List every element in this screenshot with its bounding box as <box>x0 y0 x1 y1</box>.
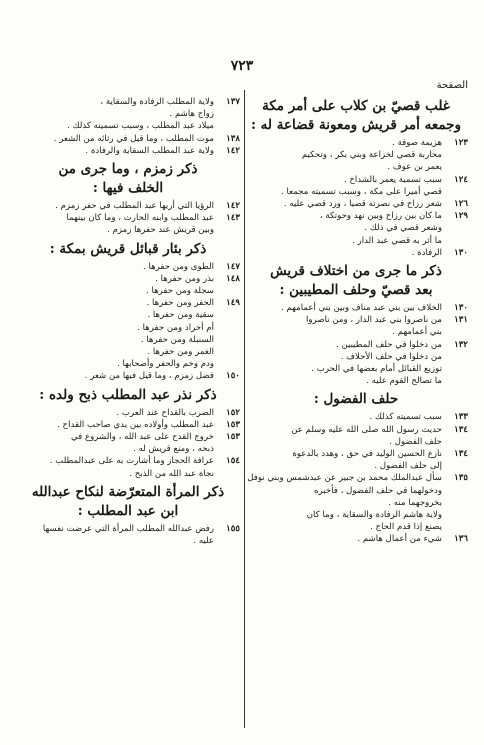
entry-text <box>244 247 442 259</box>
entry-line: ودخولهما في حلف الفضول ، فأخبره <box>313 485 442 496</box>
entry-line: ما كان بين رزاح وبين نهد وحوتكة ، <box>319 211 442 222</box>
index-entry <box>244 363 468 375</box>
entry-line: شيء من أعمال هاشم . <box>357 534 442 545</box>
entry-line: ولاية هاشم الرفادة والسقاية ، وما كان <box>306 510 442 521</box>
entry-text <box>244 363 442 375</box>
index-entry <box>244 411 468 423</box>
index-entry <box>244 424 468 448</box>
entry-line: بني أعمامهم . <box>392 327 442 338</box>
entry-text <box>244 235 442 247</box>
index-entry <box>244 375 468 387</box>
entry-line: سبب تسميته كذلك . <box>369 412 442 423</box>
index-entry <box>244 198 468 210</box>
entry-line: رفض عبدالله المطلب المرأة التي عرضت نفسها <box>42 523 214 534</box>
heading: ذكر المرأة المتعرّضة لنكاح عبدالله <box>31 483 225 500</box>
entry-text <box>16 431 214 455</box>
entry-text <box>244 314 442 338</box>
entry-line: سأل عبدالملك محمد بن جبير عن عبدشمس وبني نوفل <box>247 473 442 484</box>
page-ref: ١٤٢ <box>226 201 240 212</box>
entry-text <box>244 137 442 149</box>
index-entry <box>244 186 468 198</box>
entry-line: نجاة عبد الله من الذبح . <box>129 468 214 479</box>
entry-line: الضرب بالقداح عند العرب . <box>116 407 214 418</box>
page-ref: ١٣٥ <box>454 473 468 484</box>
entry-text <box>16 200 214 212</box>
entry-line: ولاية عبد المطلب السقاية والرفادة . <box>85 145 214 156</box>
page-ref: ١٥٠ <box>226 371 240 382</box>
entry-text <box>244 186 442 198</box>
entry-line: عرافة الحجاز وما أشارت به على عبدالمطلب . <box>49 456 214 467</box>
entry-text <box>16 407 214 419</box>
index-entry <box>16 273 240 285</box>
entry-text <box>244 375 442 387</box>
index-entry <box>16 145 240 157</box>
entry-line: حلف الفضول . <box>389 436 442 447</box>
entry-text <box>16 322 214 334</box>
entry-text <box>16 346 214 358</box>
index-entry <box>16 334 240 346</box>
index-entry <box>16 212 240 236</box>
entry-line: خروج القدح على عبد الله ، والشروع في <box>71 432 214 443</box>
index-entry <box>16 96 240 120</box>
entry-line: من دخلوا في حلف المطيبين . <box>335 339 442 350</box>
entry-text <box>244 472 442 509</box>
left-column <box>16 80 240 547</box>
entry-line: هزيمة صوفة . <box>392 138 442 148</box>
entry-text <box>244 509 442 533</box>
entry-list <box>16 407 240 480</box>
entry-line: عبد المطلب وابنه الحارث ، وما كان بينهما <box>66 213 214 224</box>
index-entry <box>244 302 468 314</box>
entry-text <box>16 309 214 321</box>
entry-text <box>16 455 214 467</box>
entry-line: ودم وخم والحفر وأصحابها . <box>117 359 214 370</box>
entry-text <box>244 533 442 545</box>
entry-line: ما أثر به قصي عبد الدار . <box>352 235 442 246</box>
index-entry <box>16 346 240 358</box>
heading: الخلف فيها : <box>92 180 164 197</box>
entry-text <box>16 96 214 120</box>
index-entry <box>244 351 468 363</box>
heading: ذكر زمزم ، وما جرى من <box>58 161 198 178</box>
entry-text <box>244 149 442 173</box>
page-ref: ١٢٩ <box>454 211 468 222</box>
page-ref: ١٣٦ <box>454 534 468 545</box>
entry-line: يصنع إذا قدم الحاج . <box>370 522 442 533</box>
entry-line: فضل زمزم ، وما قيل فيها من شعر . <box>84 371 214 382</box>
index-entry <box>16 419 240 431</box>
entry-text <box>16 120 214 132</box>
entry-line: بخروجهما منه . <box>388 497 442 508</box>
entry-text <box>244 424 442 448</box>
entry-line: موت المطلب ، وما قيل في رثائه من الشعر . <box>53 133 214 144</box>
right-column-header: الصفحة <box>436 80 468 91</box>
page-ref: ١٥٣ <box>226 419 240 430</box>
heading: بعد قصيّ وحلف المطيبين : <box>279 282 433 299</box>
index-entry <box>16 468 240 480</box>
page-ref: ١٥٢ <box>226 407 240 418</box>
index-entry <box>16 120 240 132</box>
entry-line: شعر رزاح في نصرته قصيا ، ورد قصي عليه . <box>283 199 442 210</box>
entry-text <box>16 133 214 145</box>
entry-list <box>244 137 468 259</box>
entry-line: يعمر بن عوف . <box>387 162 442 173</box>
page-ref: ١٣٤ <box>454 449 468 460</box>
page-ref: ١٢٦ <box>454 199 468 210</box>
entry-list <box>16 261 240 383</box>
index-entry <box>16 455 240 467</box>
page-ref: ١٣٣ <box>454 412 468 423</box>
index-entry <box>244 235 468 247</box>
entry-line: من ناصروا بني عبد الدار ، ومن ناصروا <box>306 315 442 326</box>
entry-line: الطوى ومن حفرها . <box>143 261 214 272</box>
index-entry <box>16 133 240 145</box>
entry-line: سقية ومن حفرها . <box>147 310 214 321</box>
index-entry <box>244 533 468 545</box>
entry-list <box>244 302 468 387</box>
heading: غلب قصيّ بن كلاب على أمر مكة <box>262 98 450 114</box>
index-entry <box>16 297 240 309</box>
entry-text <box>244 198 442 210</box>
entry-text <box>16 334 214 346</box>
entry-line: أم أحراد ومن حفرها . <box>137 322 214 333</box>
entry-text <box>16 419 214 431</box>
page-ref: ١٥٥ <box>226 523 240 534</box>
entry-line: وشعر قصي في ذلك . <box>364 223 442 234</box>
entry-line: الغمر ومن حفرها . <box>147 347 214 358</box>
heading: ذكر ما جرى من اختلاف قريش <box>270 263 442 280</box>
entry-text <box>16 145 214 157</box>
index-entry <box>244 448 468 472</box>
page-number: ٧٢٣ <box>230 58 254 74</box>
entry-line: وبين قريش عند حفرها زمزم . <box>107 225 214 236</box>
entry-line: حديث رسول الله صلى الله عليه وسلم عن <box>291 424 442 435</box>
entry-text <box>16 212 214 236</box>
index-entry <box>244 137 468 149</box>
entry-line: الحفر ومن حفرها . <box>146 298 214 309</box>
index-entry <box>16 200 240 212</box>
index-entry <box>244 314 468 338</box>
entry-line: إلى حلف الفضول . <box>374 461 442 472</box>
entry-list <box>16 523 240 547</box>
index-entry <box>244 210 468 234</box>
index-entry <box>16 261 240 273</box>
page-ref: ١٣٧ <box>226 97 240 107</box>
entry-line: عليه . <box>193 536 214 547</box>
entry-line: الخلاف بين بني عبد مناف وبين بني أعمامهم . <box>280 303 442 314</box>
index-entry <box>16 309 240 321</box>
entry-text <box>16 297 214 309</box>
entry-line: قصي أميرا على مكة ، وسبب تسميته مجمعا . <box>281 186 442 197</box>
entry-text <box>16 261 214 273</box>
entry-line: زواج هاشم . <box>169 109 214 120</box>
index-entry <box>16 358 240 370</box>
page-ref: ١٣١ <box>454 315 468 326</box>
index-entry <box>16 407 240 419</box>
page-ref: ١٣٠ <box>454 303 468 314</box>
index-entry <box>244 149 468 173</box>
heading: ذكر بئار قبائل قريش بمكة : <box>49 240 207 257</box>
page-ref: ١٤٢ <box>226 145 240 156</box>
page-ref: ١٤٣ <box>226 213 240 224</box>
page-ref: ١٤٨ <box>226 273 240 284</box>
index-entry <box>16 431 240 455</box>
entry-text <box>16 370 214 382</box>
entry-line: عبد المطلب وأولاده بين يدي صاحب القداح . <box>57 419 214 430</box>
entry-text <box>16 273 214 285</box>
right-column <box>244 80 468 546</box>
page-ref: ١٣٨ <box>226 133 240 144</box>
entry-text <box>16 358 214 370</box>
entry-line: ذبحه ، ومنع قريش له . <box>133 444 214 455</box>
entry-line: ميلاد عبد المطلب ، وسبب تسميته كذلك . <box>67 121 214 132</box>
entry-text <box>244 411 442 423</box>
heading: ابن عبد المطلب : <box>77 502 179 519</box>
entry-list <box>16 96 240 157</box>
entry-line: ولاية المطلب الرفادة والسقاية ، <box>100 97 214 107</box>
entry-line: بذر ومن حفرها . <box>155 273 214 284</box>
index-entry <box>244 509 468 533</box>
entry-text <box>244 448 442 472</box>
index-entry <box>244 472 468 509</box>
page-ref: ١٤٧ <box>226 261 240 272</box>
entry-line: ما تصالح القوم عليه . <box>366 376 442 387</box>
entry-line: نازع الحسين الوليد في حق ، وهدد بالدعوة <box>292 449 442 460</box>
index-entry <box>244 339 468 351</box>
page-ref: ١٥٣ <box>226 432 240 443</box>
entry-text <box>16 285 214 297</box>
index-entry <box>16 523 240 547</box>
heading: وجمعه أمر قريش ومعونة قضاعة له : <box>250 117 462 133</box>
page-ref: ١٥٤ <box>226 456 240 467</box>
index-entry <box>16 322 240 334</box>
page-ref: ١٣٢ <box>454 339 468 350</box>
page-ref: ١٢٣ <box>454 138 468 148</box>
index-entry <box>244 174 468 186</box>
entry-line: السنبلة ومن حفرها . <box>140 334 214 345</box>
entry-line: توزيع القبائل أمام بعضها في الحرب . <box>311 364 442 375</box>
index-entry <box>244 247 468 259</box>
entry-text <box>244 339 442 351</box>
entry-line: سبب تسمية يعمر بالشداخ . <box>343 174 442 185</box>
page-ref: ١٣٤ <box>454 424 468 435</box>
entry-list <box>16 200 240 237</box>
heading: حلف الفضول : <box>313 391 399 408</box>
entry-text <box>16 468 214 480</box>
page-ref: ١٢٤ <box>454 174 468 185</box>
entry-line: الرؤيا التي أريها عبد المطلب في حفر زمزم . <box>55 201 214 212</box>
entry-line: سجلة ومن حفرها . <box>146 286 214 297</box>
entry-text <box>244 174 442 186</box>
entry-text <box>244 351 442 363</box>
entry-text <box>244 210 442 234</box>
entry-list <box>244 411 468 545</box>
heading: ذكر نذر عبد المطلب ذبح ولده : <box>39 386 217 403</box>
index-entry <box>16 285 240 297</box>
entry-line: من دخلوا في حلف الأحلاف . <box>340 351 442 362</box>
entry-line: الرفادة . <box>411 247 442 258</box>
index-entry <box>16 370 240 382</box>
entry-line: محاربة قصي لخزاعة وبني بكر ، وتحكيم <box>301 150 442 161</box>
page-ref: ١٣٠ <box>454 247 468 258</box>
page-ref: ١٤٩ <box>226 298 240 309</box>
entry-text <box>244 302 442 314</box>
entry-text <box>16 523 214 547</box>
